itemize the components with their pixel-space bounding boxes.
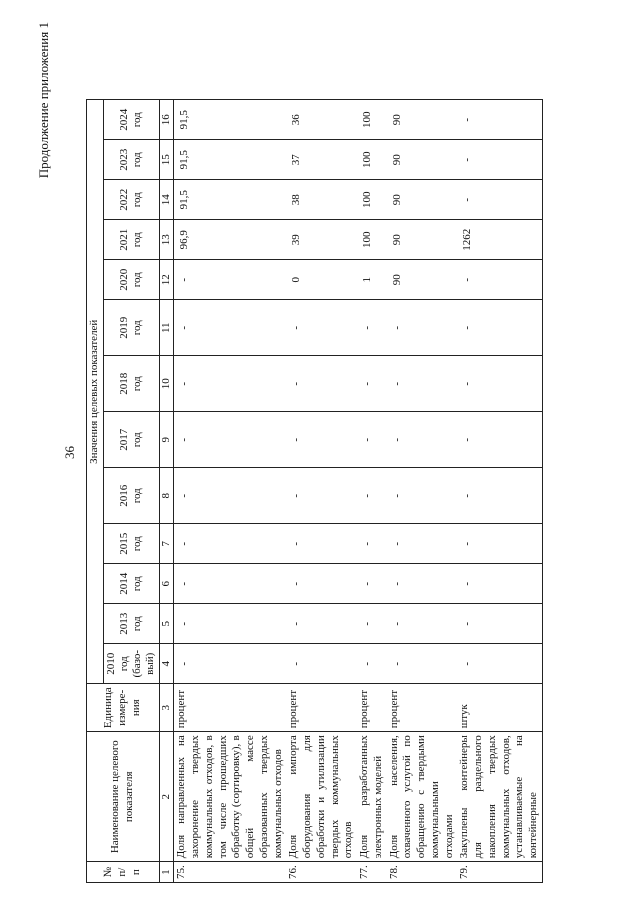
- indicator-value: -: [286, 564, 357, 604]
- header-year-value: 2010: [104, 652, 117, 675]
- indicator-value: -: [286, 300, 357, 356]
- header-year-value: 2016: [117, 484, 130, 507]
- column-number: 15: [159, 140, 174, 180]
- header-year: [103, 300, 159, 356]
- column-number: 11: [159, 300, 174, 356]
- header-year: [103, 524, 159, 564]
- header-year-value: 2023: [117, 148, 130, 171]
- header-year: [103, 644, 159, 684]
- header-year: [103, 100, 159, 140]
- indicator-value: -: [286, 356, 357, 412]
- column-number: 16: [159, 100, 174, 140]
- header-year: [103, 356, 159, 412]
- indicator-value: -: [286, 412, 357, 468]
- header-year-suffix: год: [131, 232, 144, 248]
- header-year-value: 2019: [117, 316, 130, 339]
- indicator-value: -: [457, 100, 542, 140]
- indicator-value: -: [174, 300, 287, 356]
- header-year-value: 2017: [117, 428, 130, 451]
- column-number: 8: [159, 468, 174, 524]
- table-row: [357, 100, 387, 883]
- header-year-suffix: год: [131, 272, 144, 288]
- indicator-value: -: [174, 604, 287, 644]
- header-year: [103, 260, 159, 300]
- column-number: 2: [159, 732, 174, 862]
- indicator-name: Закуплены контейнеры для раздельного накопления твердых коммунальных отходов, устанавливаемые на контейнерные: [457, 732, 542, 862]
- table-row: [457, 100, 542, 883]
- indicator-value: -: [387, 524, 458, 564]
- row-number: 79.: [457, 862, 542, 883]
- header-year: [103, 220, 159, 260]
- header-year-value: 2015: [117, 532, 130, 555]
- indicator-value: -: [174, 644, 287, 684]
- indicator-value: -: [286, 468, 357, 524]
- indicator-value: 91,5: [174, 180, 287, 220]
- header-year: [103, 412, 159, 468]
- indicator-value: -: [387, 604, 458, 644]
- header-year: [103, 564, 159, 604]
- header-year-suffix: год: [131, 488, 144, 504]
- indicator-value: -: [286, 524, 357, 564]
- indicator-value: -: [457, 356, 542, 412]
- indicator-value: -: [457, 524, 542, 564]
- header-no: № п/п: [87, 862, 160, 883]
- table-body: [174, 100, 543, 883]
- header-year: [103, 604, 159, 644]
- indicators-table: [86, 99, 543, 883]
- indicator-value: 38: [286, 180, 357, 220]
- column-number: 5: [159, 604, 174, 644]
- header-year-value: 2013: [117, 612, 130, 635]
- header-year-suffix: год: [131, 192, 144, 208]
- header-year-suffix: год: [131, 376, 144, 392]
- indicator-value: 91,5: [174, 140, 287, 180]
- column-number: 10: [159, 356, 174, 412]
- header-year-suffix: год: [131, 152, 144, 168]
- indicator-value: -: [457, 468, 542, 524]
- indicator-value: -: [174, 468, 287, 524]
- indicator-value: -: [174, 564, 287, 604]
- indicator-unit: процент: [357, 684, 387, 732]
- indicator-value: -: [357, 564, 387, 604]
- table-row: [387, 100, 458, 883]
- indicator-value: -: [457, 604, 542, 644]
- header-year: [103, 180, 159, 220]
- indicator-value: -: [286, 604, 357, 644]
- header-year: [103, 140, 159, 180]
- indicator-unit: процент: [387, 684, 458, 732]
- indicator-value: -: [457, 300, 542, 356]
- header-year-suffix: год: [131, 432, 144, 448]
- continuation-label: Продолжение приложения 1: [36, 22, 51, 179]
- indicator-value: 90: [387, 140, 458, 180]
- indicator-value: -: [387, 644, 458, 684]
- header-year-suffix: год: [131, 576, 144, 592]
- indicator-value: -: [457, 564, 542, 604]
- indicator-value: 1: [357, 260, 387, 300]
- header-year-suffix: год: [131, 616, 144, 632]
- header-year-value: 2022: [117, 188, 130, 211]
- indicator-value: -: [174, 412, 287, 468]
- indicator-value: -: [457, 140, 542, 180]
- column-number: 4: [159, 644, 174, 684]
- indicator-name: Доля населения, охваченного услугой по обращению с твердыми коммунальными отходами: [387, 732, 458, 862]
- header-name: Наименование целевого показателя: [87, 732, 160, 862]
- indicator-value: -: [457, 260, 542, 300]
- indicator-value: -: [387, 564, 458, 604]
- indicator-value: -: [357, 356, 387, 412]
- header-year-value: 2021: [117, 228, 130, 251]
- indicator-value: 36: [286, 100, 357, 140]
- row-number: 75.: [174, 862, 287, 883]
- header-unit: Единица измере-ния: [87, 684, 160, 732]
- indicator-value: -: [357, 644, 387, 684]
- indicator-unit: штук: [457, 684, 542, 732]
- row-number: 78.: [387, 862, 458, 883]
- column-number: 1: [159, 862, 174, 883]
- table-row: [286, 100, 357, 883]
- column-number: 7: [159, 524, 174, 564]
- header-year-suffix: год: [131, 536, 144, 552]
- header-year-value: 2018: [117, 372, 130, 395]
- row-number: 77.: [357, 862, 387, 883]
- header-year-suffix: год: [131, 320, 144, 336]
- indicator-value: -: [357, 468, 387, 524]
- indicator-value: -: [174, 260, 287, 300]
- indicator-value: -: [387, 412, 458, 468]
- row-number: 76.: [286, 862, 357, 883]
- indicator-value: 39: [286, 220, 357, 260]
- column-number: 3: [159, 684, 174, 732]
- column-number: 9: [159, 412, 174, 468]
- indicator-value: -: [357, 300, 387, 356]
- indicator-unit: процент: [286, 684, 357, 732]
- indicator-value: -: [387, 356, 458, 412]
- indicator-value: -: [387, 300, 458, 356]
- header-year-suffix: год: [131, 112, 144, 128]
- indicator-value: -: [387, 468, 458, 524]
- indicator-unit: процент: [174, 684, 287, 732]
- indicator-name: Доля направленных на захоронение твердых коммунальных отходов, в том числе прошедших обработку (сортировку), в общей массе образованных твердых коммунальных отходов: [174, 732, 287, 862]
- indicator-value: -: [357, 524, 387, 564]
- indicator-name: Доля разработанных электронных моделей: [357, 732, 387, 862]
- column-number: 6: [159, 564, 174, 604]
- indicator-value: -: [286, 644, 357, 684]
- header-year-value: 2020: [117, 268, 130, 291]
- column-number: 13: [159, 220, 174, 260]
- indicator-value: 90: [387, 180, 458, 220]
- header-year-suffix: год (базо-вый): [117, 649, 157, 678]
- indicator-value: -: [457, 412, 542, 468]
- indicator-value: 100: [357, 140, 387, 180]
- indicator-value: -: [457, 180, 542, 220]
- header-year: [103, 468, 159, 524]
- indicator-value: -: [357, 412, 387, 468]
- header-year-value: 2024: [117, 108, 130, 131]
- indicator-value: 91,5: [174, 100, 287, 140]
- page-number: 36: [62, 446, 77, 459]
- indicator-value: -: [174, 524, 287, 564]
- indicator-name: Доля импорта оборудования для обработки и утилизации твердых коммунальных отходов: [286, 732, 357, 862]
- indicator-value: 0: [286, 260, 357, 300]
- indicator-value: -: [357, 604, 387, 644]
- indicator-value: -: [457, 644, 542, 684]
- table-row: [174, 100, 287, 883]
- indicator-value: 90: [387, 220, 458, 260]
- indicator-value: 90: [387, 100, 458, 140]
- header-year-value: 2014: [117, 572, 130, 595]
- indicator-value: 1262: [457, 220, 542, 260]
- indicator-value: 100: [357, 180, 387, 220]
- indicator-value: 100: [357, 100, 387, 140]
- column-number: 14: [159, 180, 174, 220]
- indicator-value: 96,9: [174, 220, 287, 260]
- header-group: Значения целевых показателей: [87, 100, 104, 684]
- indicator-value: -: [174, 356, 287, 412]
- indicator-value: 100: [357, 220, 387, 260]
- header-column-numbers: [159, 100, 174, 883]
- column-number: 12: [159, 260, 174, 300]
- indicator-value: 37: [286, 140, 357, 180]
- indicator-value: 90: [387, 260, 458, 300]
